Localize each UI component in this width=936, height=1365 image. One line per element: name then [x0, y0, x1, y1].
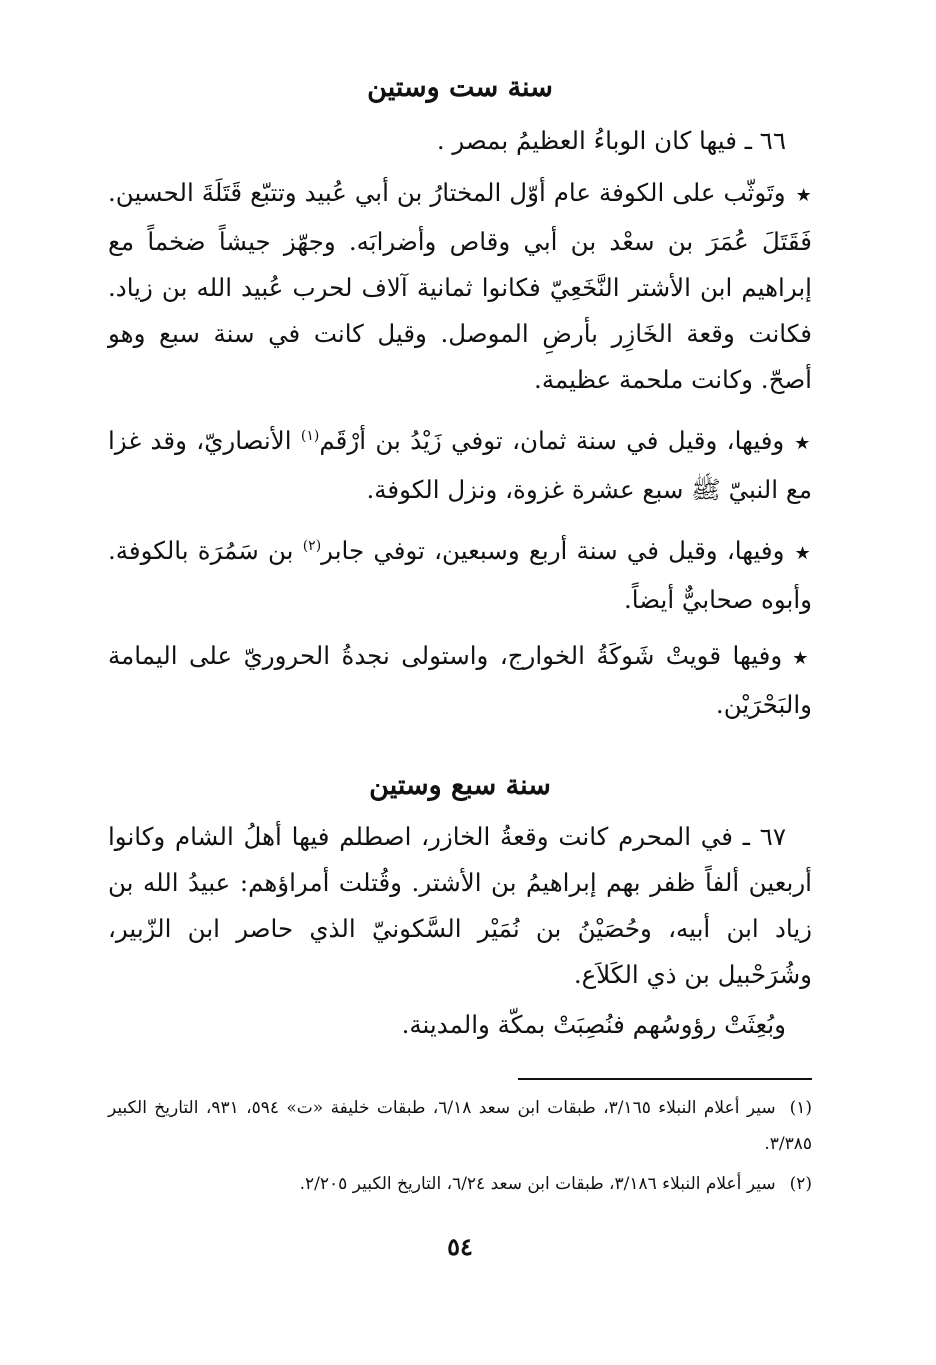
entry-66-jabir-text-before: وفيها، وقيل في سنة أربع وسبعين، توفي جابر	[321, 536, 785, 566]
section-title-67: سنة سبع وستين	[369, 770, 551, 802]
entry-66-zayd-text-before: وفيها، وقيل في سنة ثمان، توفي زَيْدُ بن أرْقَم	[319, 426, 785, 456]
entry-66-jabir-text-after: بن سَمُرَة بالكوفة. وأبوه صحابيٌّ أيضاً.	[108, 536, 812, 615]
entry-66-zayd-text-after: الأنصاريّ، وقد غزا مع النبيّ ﷺ سبع عشرة غزوة، ونزل الكوفة.	[108, 426, 812, 505]
footnote-ref-2[interactable]: (٢)	[302, 538, 322, 555]
footnote-1-text: سير أعلام النبلاء ٣/١٦٥، طبقات ابن سعد ٦/١٨، طبقات خليفة «ت» ٥٩٤، ٩٣١، التاريخ الكبير ٣/٣٨٥.	[108, 1098, 812, 1155]
footnote-2-text: سير أعلام النبلاء ٣/١٨٦، طبقات ابن سعد ٦/٢٤، التاريخ الكبير ٢/٢٠٥.	[299, 1174, 776, 1195]
entry-66-mukhtar-text: وتَوثّب على الكوفة عام أوّل المختارُ بن أبي عُبيد وتتبّع قَتَلَةَ الحسين. فَقَتَلَ عُمَرَ بن سعْد بن أبي وقاص وأضرابَه. وجهّز جيشاً ضخماً مع إبراهيم ابن الأشتر النَّخَعِيّ فكانوا ثمانية آلاف لحرب عُبيد الله بن زياد. فكانت وقعة الخَازِر بأرضِ الموصل. وقيل كانت في سنة سبع وهو أصحّ. وكانت ملحمة عظيمة.	[108, 178, 812, 394]
entry-66-khawarij-text: وفيها قويتْ شَوكَةُ الخوارج، واستولى نجدةُ الحروريّ على اليمامة والبَحْرَيْن.	[108, 641, 812, 720]
star-icon: ★	[792, 648, 812, 670]
star-icon: ★	[794, 433, 812, 455]
entry-66-zayd	[108, 413, 812, 513]
entry-67-heads-text: وبُعِثَتْ رؤوسُهم فنُصِبَتْ بمكّة والمدينة.	[401, 1010, 786, 1040]
footnote-divider	[518, 1078, 812, 1080]
footnote-2	[108, 1166, 812, 1202]
footnote-ref-1[interactable]: (١)	[300, 428, 320, 444]
book-page	[108, 60, 812, 1262]
entry-66-intro	[108, 118, 812, 164]
star-icon: ★	[795, 185, 812, 206]
entry-67-khazir-text: ٦٧ ـ في المحرم كانت وقعةُ الخازر، اصطلم فيها أهلُ الشام وكانوا أربعين ألفاً ظفر بهم إبراهيمُ بن الأشتر. وقُتلت أمراؤهم: عبيدُ الله بن زياد ابن أبيه، وحُصَيْنُ بن نُمَيْر السَّكونيّ الذي حاصر ابن الزّبير، وشُرَحْبيل بن ذي الكَلاَع.	[108, 822, 812, 990]
star-icon: ★	[794, 543, 813, 565]
entry-66-jabir	[108, 523, 812, 623]
section-title-66: سنة ست وستين	[367, 72, 553, 103]
entry-66-khawarij	[108, 633, 812, 728]
footnote-1-marker: (١)	[789, 1098, 812, 1119]
footnotes	[108, 1090, 812, 1202]
entry-66-mukhtar	[108, 170, 812, 403]
entry-67-khazir	[108, 814, 812, 998]
footnote-2-marker: (٢)	[789, 1174, 812, 1195]
entry-66-intro-text: ٦٦ ـ فيها كان الوباءُ العظيمُ بمصر .	[436, 126, 786, 155]
entry-67-heads	[108, 1002, 812, 1048]
footnote-1	[108, 1090, 812, 1162]
page-number: ٥٤	[447, 1232, 473, 1262]
